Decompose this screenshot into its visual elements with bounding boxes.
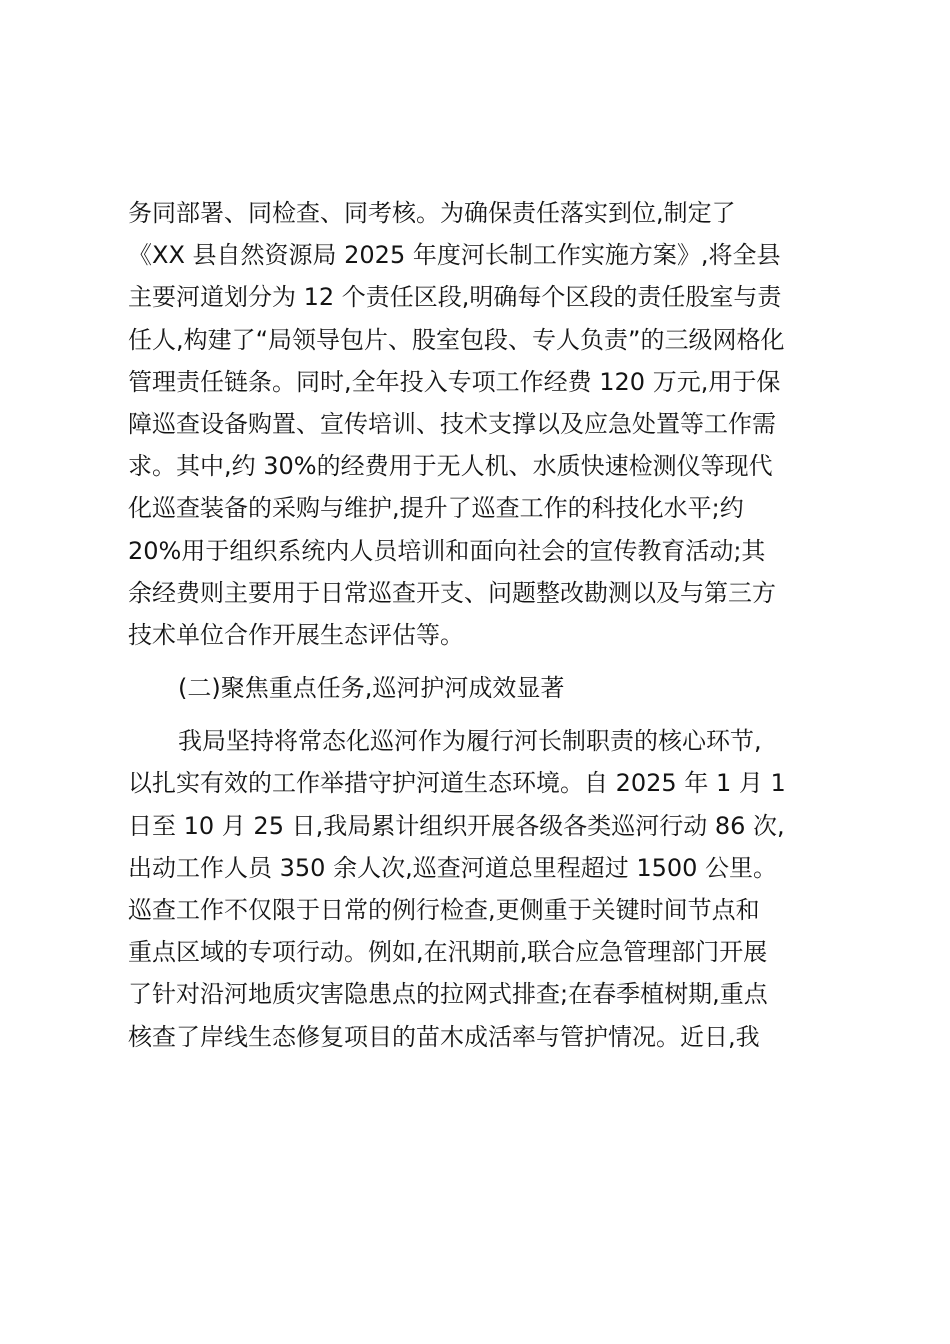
- paragraph-line: 《XX 县自然资源局 2025 年度河长制工作实施方案》,将全县: [128, 241, 781, 270]
- paragraph-line: 我局坚持将常态化巡河作为履行河长制职责的核心环节,: [178, 727, 762, 756]
- paragraph-line: 重点区域的专项行动。例如,在汛期前,联合应急管理部门开展: [128, 938, 768, 967]
- paragraph-line: 管理责任链条。同时,全年投入专项工作经费 120 万元,用于保: [128, 367, 781, 396]
- paragraph-line: 障巡查设备购置、宣传培训、技术支撑以及应急处置等工作需: [128, 409, 776, 438]
- paragraph-line: 日至 10 月 25 日,我局累计组织开展各级各类巡河行动 86 次,: [128, 811, 785, 840]
- paragraph-line: 化巡查装备的采购与维护,提升了巡查工作的科技化水平;约: [128, 494, 744, 523]
- paragraph-line: 20%用于组织系统内人员培训和面向社会的宣传教育活动;其: [128, 536, 766, 565]
- paragraph-line: 巡查工作不仅限于日常的例行检查,更侧重于关键时间节点和: [128, 896, 760, 924]
- paragraph-line: 核查了岸线生态修复项目的苗木成活率与管护情况。近日,我: [128, 1022, 760, 1051]
- paragraph-responsibility: [128, 192, 828, 656]
- paragraph-line: 技术单位合作开展生态评估等。: [128, 620, 464, 649]
- paragraph-line: 余经费则主要用于日常巡查开支、问题整改勘测以及与第三方: [128, 578, 776, 607]
- paragraph-line: 出动工作人员 350 余人次,巡查河道总里程超过 1500 公里。: [128, 853, 778, 882]
- paragraph-line: 了针对沿河地质灾害隐患点的拉网式排查;在春季植树期,重点: [128, 980, 768, 1009]
- section-heading: (二)聚焦重点任务,巡河护河成效显著: [178, 674, 565, 703]
- document-body: [128, 192, 828, 1058]
- paragraph-line: 以扎实有效的工作举措守护河道生态环境。自 2025 年 1 月 1: [128, 769, 786, 798]
- paragraph-patrol: [128, 720, 828, 1058]
- paragraph-line: 务同部署、同检查、同考核。为确保责任落实到位,制定了: [128, 199, 736, 227]
- paragraph-line: 任人,构建了“局领导包片、股室包段、专人负责”的三级网格化: [128, 325, 785, 354]
- paragraph-line: 主要河道划分为 12 个责任区段,明确每个区段的责任股室与责: [128, 283, 782, 312]
- paragraph-line: 求。其中,约 30%的经费用于无人机、水质快速检测仪等现代: [128, 452, 773, 481]
